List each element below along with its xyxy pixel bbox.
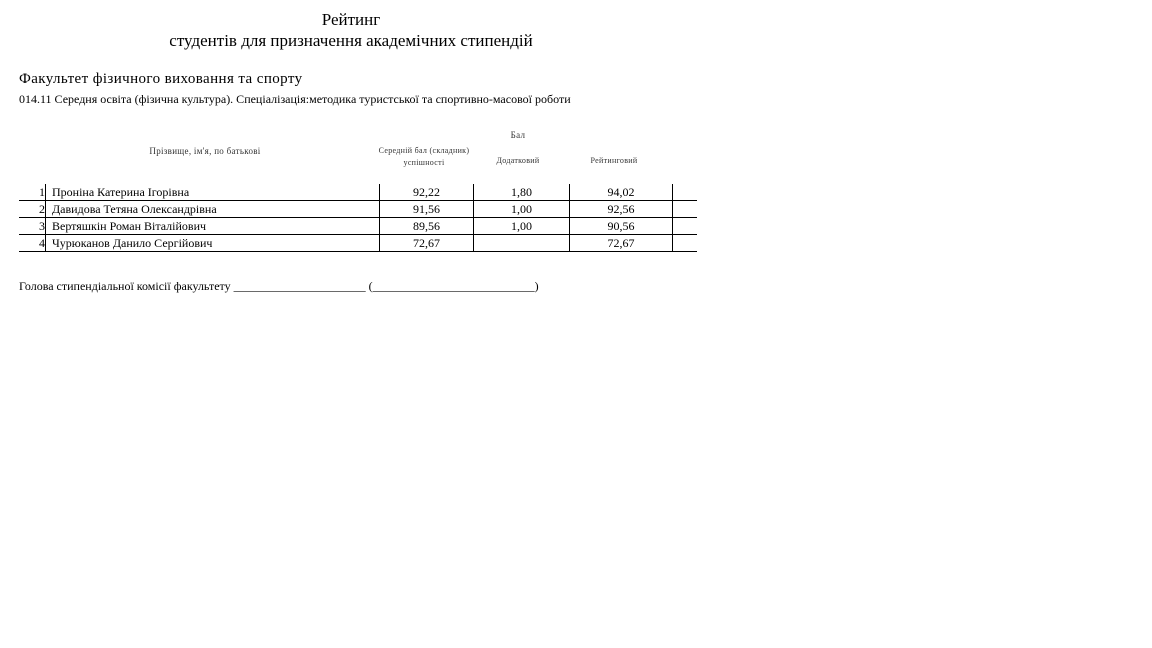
document-subtitle: студентів для призначення академічних стипендій [169,31,533,50]
header-average: Середній бал (складник) успішності [378,146,470,167]
student-name: Чурюканов Данило Сергійович [46,235,380,252]
average-score: 92,22 [380,184,474,201]
average-score: 91,56 [380,201,474,218]
row-number: 4 [19,235,46,252]
row-number: 3 [19,218,46,235]
signature-line: Голова стипендіальної комісії факультету ______________________ (___________________________) [19,279,539,293]
table-row [19,235,697,252]
average-score: 72,67 [380,235,474,252]
rating-score: 92,56 [570,201,673,218]
additional-score: 1,00 [474,201,570,218]
header-additional: Додатковий [496,156,540,165]
header-bal: Бал [510,130,526,140]
document-title: Рейтинг [321,10,381,29]
rating-score: 90,56 [570,218,673,235]
row-number: 2 [19,201,46,218]
student-name: Вертяшкін Роман Віталійович [46,218,380,235]
empty-cell [673,218,698,235]
table-row [19,218,697,235]
average-score: 89,56 [380,218,474,235]
additional-score: 1,00 [474,218,570,235]
rating-table [19,184,697,252]
table-row [19,184,697,201]
rating-score: 94,02 [570,184,673,201]
additional-score [474,235,570,252]
header-rating: Рейтинговий [590,156,638,165]
rating-score: 72,67 [570,235,673,252]
student-name: Давидова Тетяна Олександрівна [46,201,380,218]
additional-score: 1,80 [474,184,570,201]
row-number: 1 [19,184,46,201]
table-row [19,201,697,218]
empty-cell [673,235,698,252]
specialty-name: 014.11 Середня освіта (фізична культура). Спеціалізація:методика туристської та спортивно-масової роботи [19,92,571,106]
empty-cell [673,184,698,201]
empty-cell [673,201,698,218]
student-name: Проніна Катерина Ігорівна [46,184,380,201]
faculty-name: Факультет фізичного виховання та спорту [19,71,303,87]
header-name: Прізвище, ім'я, по батькові [149,146,261,156]
